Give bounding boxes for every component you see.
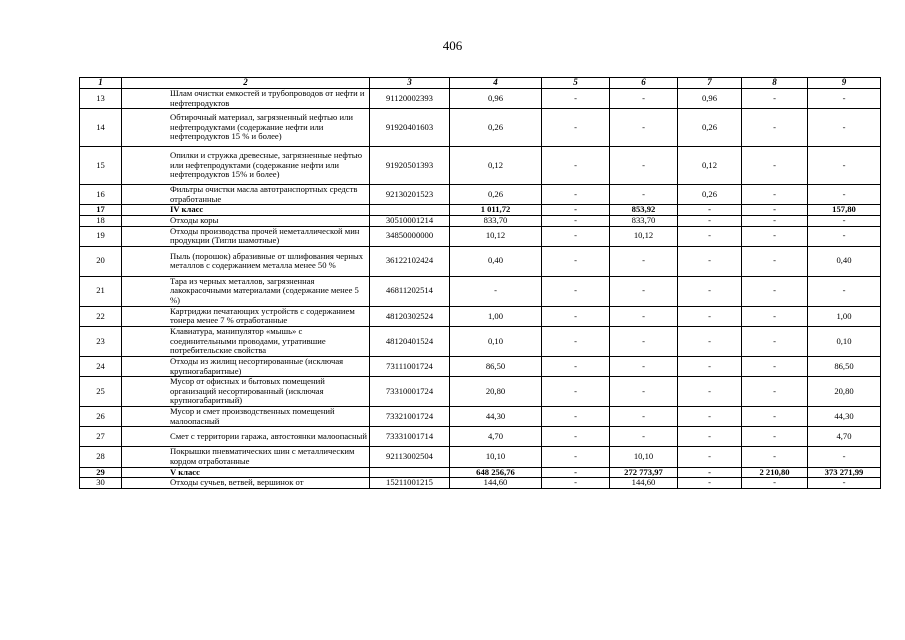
- row-number-cell: 18: [80, 215, 122, 226]
- value-cell: 10,12: [450, 226, 542, 246]
- waste-name-cell: Шлам очистки емкостей и трубопроводов от нефти и нефтепродуктов: [122, 89, 370, 109]
- header-cell: 3: [370, 78, 450, 89]
- value-cell: 853,92: [610, 205, 678, 216]
- value-cell: 648 256,76: [450, 467, 542, 478]
- value-cell: -: [610, 147, 678, 185]
- value-cell: -: [742, 326, 808, 356]
- value-cell: -: [610, 89, 678, 109]
- value-cell: -: [742, 478, 808, 489]
- header-cell: 5: [542, 78, 610, 89]
- table-row: [80, 215, 881, 226]
- row-number-cell: 29: [80, 467, 122, 478]
- row-number-cell: 14: [80, 109, 122, 147]
- value-cell: -: [542, 447, 610, 467]
- value-cell: 0,26: [678, 185, 742, 205]
- value-cell: -: [808, 478, 881, 489]
- header-cell: 7: [678, 78, 742, 89]
- value-cell: -: [742, 89, 808, 109]
- header-cell: 9: [808, 78, 881, 89]
- fkko-code-cell: [370, 467, 450, 478]
- value-cell: -: [610, 407, 678, 427]
- value-cell: -: [542, 377, 610, 407]
- table-row: [80, 226, 881, 246]
- value-cell: 44,30: [450, 407, 542, 427]
- value-cell: -: [678, 407, 742, 427]
- header-cell: 1: [80, 78, 122, 89]
- value-cell: -: [542, 467, 610, 478]
- table-body: [80, 89, 881, 489]
- value-cell: -: [678, 226, 742, 246]
- value-cell: 272 773,97: [610, 467, 678, 478]
- value-cell: 0,10: [808, 326, 881, 356]
- table-row: [80, 478, 881, 489]
- value-cell: 44,30: [808, 407, 881, 427]
- fkko-code-cell: 91920401603: [370, 109, 450, 147]
- value-cell: -: [678, 246, 742, 276]
- value-cell: 144,60: [450, 478, 542, 489]
- row-number-cell: 23: [80, 326, 122, 356]
- value-cell: -: [678, 205, 742, 216]
- value-cell: -: [678, 215, 742, 226]
- value-cell: -: [610, 185, 678, 205]
- value-cell: -: [808, 447, 881, 467]
- fkko-code-cell: 46811202514: [370, 276, 450, 306]
- header-cell: 8: [742, 78, 808, 89]
- table-row: [80, 326, 881, 356]
- value-cell: -: [742, 447, 808, 467]
- row-number-cell: 19: [80, 226, 122, 246]
- table-row: [80, 407, 881, 427]
- value-cell: -: [542, 276, 610, 306]
- waste-name-cell: Отходы коры: [122, 215, 370, 226]
- table-row: [80, 185, 881, 205]
- value-cell: -: [542, 306, 610, 326]
- value-cell: 4,70: [808, 427, 881, 447]
- value-cell: -: [742, 427, 808, 447]
- value-cell: -: [742, 147, 808, 185]
- value-cell: 0,40: [450, 246, 542, 276]
- value-cell: 144,60: [610, 478, 678, 489]
- value-cell: 1,00: [808, 306, 881, 326]
- waste-name-cell: Опилки и стружка древесные, загрязненные нефтью или нефтепродуктами (содержание нефти или нефтепродуктов 15% и более): [122, 147, 370, 185]
- value-cell: -: [678, 467, 742, 478]
- fkko-code-cell: 73310001724: [370, 377, 450, 407]
- value-cell: -: [542, 226, 610, 246]
- fkko-code-cell: 92130201523: [370, 185, 450, 205]
- value-cell: -: [742, 407, 808, 427]
- waste-name-cell: Обтирочный материал, загрязненный нефтью или нефтепродуктами (содержание нефти или нефтепродуктов 15 % и более): [122, 109, 370, 147]
- value-cell: 20,80: [808, 377, 881, 407]
- row-number-cell: 21: [80, 276, 122, 306]
- page-number: 406: [442, 38, 463, 53]
- waste-name-cell: Смет с территории гаража, автостоянки малоопасный: [122, 427, 370, 447]
- fkko-code-cell: 48120401524: [370, 326, 450, 356]
- waste-name-cell: Отходы из жилищ несортированные (исключая крупногабаритные): [122, 356, 370, 376]
- value-cell: -: [742, 306, 808, 326]
- value-cell: 833,70: [610, 215, 678, 226]
- waste-name-cell: Отходы сучьев, ветвей, вершинок от: [122, 478, 370, 489]
- value-cell: -: [678, 356, 742, 376]
- value-cell: -: [678, 276, 742, 306]
- value-cell: 0,40: [808, 246, 881, 276]
- value-cell: -: [742, 109, 808, 147]
- value-cell: -: [542, 185, 610, 205]
- value-cell: -: [808, 226, 881, 246]
- value-cell: -: [742, 205, 808, 216]
- value-cell: 0,96: [678, 89, 742, 109]
- value-cell: -: [742, 276, 808, 306]
- value-cell: 2 210,80: [742, 467, 808, 478]
- header-cell: 4: [450, 78, 542, 89]
- value-cell: 10,12: [610, 226, 678, 246]
- table-header-row: [80, 78, 881, 89]
- value-cell: -: [678, 377, 742, 407]
- table-row: [80, 89, 881, 109]
- value-cell: 0,96: [450, 89, 542, 109]
- value-cell: 86,50: [808, 356, 881, 376]
- row-number-cell: 28: [80, 447, 122, 467]
- table-row: [80, 246, 881, 276]
- value-cell: -: [808, 185, 881, 205]
- waste-name-cell: V класс: [122, 467, 370, 478]
- fkko-code-cell: 73331001714: [370, 427, 450, 447]
- fkko-code-cell: 73111001724: [370, 356, 450, 376]
- row-number-cell: 13: [80, 89, 122, 109]
- waste-name-cell: Отходы производства прочей неметаллической мин продукции (Тигли шамотные): [122, 226, 370, 246]
- value-cell: -: [542, 89, 610, 109]
- value-cell: -: [742, 226, 808, 246]
- value-cell: -: [610, 377, 678, 407]
- value-cell: -: [610, 306, 678, 326]
- value-cell: -: [542, 215, 610, 226]
- row-number-cell: 30: [80, 478, 122, 489]
- row-number-cell: 15: [80, 147, 122, 185]
- value-cell: -: [678, 326, 742, 356]
- header-cell: 6: [610, 78, 678, 89]
- value-cell: -: [678, 478, 742, 489]
- value-cell: 0,26: [450, 185, 542, 205]
- row-number-cell: 27: [80, 427, 122, 447]
- value-cell: -: [542, 326, 610, 356]
- value-cell: -: [610, 246, 678, 276]
- value-cell: -: [542, 356, 610, 376]
- fkko-code-cell: 73321001724: [370, 407, 450, 427]
- value-cell: 0,26: [678, 109, 742, 147]
- row-number-cell: 24: [80, 356, 122, 376]
- fkko-code-cell: 92113002504: [370, 447, 450, 467]
- value-cell: -: [542, 427, 610, 447]
- value-cell: -: [542, 246, 610, 276]
- value-cell: -: [808, 276, 881, 306]
- value-cell: 373 271,99: [808, 467, 881, 478]
- value-cell: -: [808, 89, 881, 109]
- class-total-row: [80, 467, 881, 478]
- value-cell: -: [542, 478, 610, 489]
- value-cell: -: [542, 205, 610, 216]
- fkko-code-cell: 36122102424: [370, 246, 450, 276]
- row-number-cell: 26: [80, 407, 122, 427]
- fkko-code-cell: [370, 205, 450, 216]
- value-cell: 1 011,72: [450, 205, 542, 216]
- value-cell: 0,26: [450, 109, 542, 147]
- value-cell: -: [678, 447, 742, 467]
- row-number-cell: 25: [80, 377, 122, 407]
- header-cell: 2: [122, 78, 370, 89]
- table-row: [80, 147, 881, 185]
- value-cell: -: [808, 147, 881, 185]
- waste-name-cell: Клавиатура, манипулятор «мышь» с соединительными проводами, утратившие потребительские свойства: [122, 326, 370, 356]
- table-row: [80, 427, 881, 447]
- table-row: [80, 356, 881, 376]
- value-cell: -: [742, 215, 808, 226]
- value-cell: -: [610, 427, 678, 447]
- value-cell: 157,80: [808, 205, 881, 216]
- value-cell: -: [542, 407, 610, 427]
- waste-name-cell: Пыль (порошок) абразивные от шлифования черных металлов с содержанием металла менее 50 %: [122, 246, 370, 276]
- class-total-row: [80, 205, 881, 216]
- value-cell: -: [450, 276, 542, 306]
- value-cell: 10,10: [610, 447, 678, 467]
- value-cell: -: [610, 276, 678, 306]
- value-cell: -: [610, 326, 678, 356]
- value-cell: -: [742, 377, 808, 407]
- value-cell: -: [742, 246, 808, 276]
- value-cell: 1,00: [450, 306, 542, 326]
- value-cell: 20,80: [450, 377, 542, 407]
- value-cell: -: [610, 109, 678, 147]
- waste-name-cell: Покрышки пневматических шин с металлическим кордом отработанные: [122, 447, 370, 467]
- value-cell: 0,12: [678, 147, 742, 185]
- value-cell: -: [742, 185, 808, 205]
- fkko-code-cell: 15211001215: [370, 478, 450, 489]
- fkko-code-cell: 48120302524: [370, 306, 450, 326]
- fkko-code-cell: 34850000000: [370, 226, 450, 246]
- table-row: [80, 306, 881, 326]
- waste-name-cell: Мусор от офисных и бытовых помещений организаций несортированный (исключая крупногабаритный): [122, 377, 370, 407]
- value-cell: -: [808, 109, 881, 147]
- value-cell: -: [542, 109, 610, 147]
- table-row: [80, 276, 881, 306]
- value-cell: 4,70: [450, 427, 542, 447]
- waste-name-cell: IV класс: [122, 205, 370, 216]
- value-cell: 833,70: [450, 215, 542, 226]
- waste-table: [79, 77, 881, 489]
- value-cell: -: [542, 147, 610, 185]
- row-number-cell: 17: [80, 205, 122, 216]
- row-number-cell: 22: [80, 306, 122, 326]
- table-row: [80, 377, 881, 407]
- row-number-cell: 16: [80, 185, 122, 205]
- row-number-cell: 20: [80, 246, 122, 276]
- value-cell: 0,10: [450, 326, 542, 356]
- value-cell: -: [808, 215, 881, 226]
- waste-name-cell: Мусор и смет производственных помещений малоопасный: [122, 407, 370, 427]
- waste-name-cell: Фильтры очистки масла автотранспортных средств отработанные: [122, 185, 370, 205]
- fkko-code-cell: 91120002393: [370, 89, 450, 109]
- waste-name-cell: Картриджи печатающих устройств с содержанием тонера менее 7 % отработанные: [122, 306, 370, 326]
- value-cell: -: [610, 356, 678, 376]
- table-row: [80, 447, 881, 467]
- value-cell: 10,10: [450, 447, 542, 467]
- fkko-code-cell: 30510001214: [370, 215, 450, 226]
- value-cell: -: [678, 427, 742, 447]
- value-cell: -: [742, 356, 808, 376]
- waste-name-cell: Тара из черных металлов, загрязненная лакокрасочными материалами (содержание менее 5 %): [122, 276, 370, 306]
- table-row: [80, 109, 881, 147]
- value-cell: -: [678, 306, 742, 326]
- fkko-code-cell: 91920501393: [370, 147, 450, 185]
- value-cell: 0,12: [450, 147, 542, 185]
- value-cell: 86,50: [450, 356, 542, 376]
